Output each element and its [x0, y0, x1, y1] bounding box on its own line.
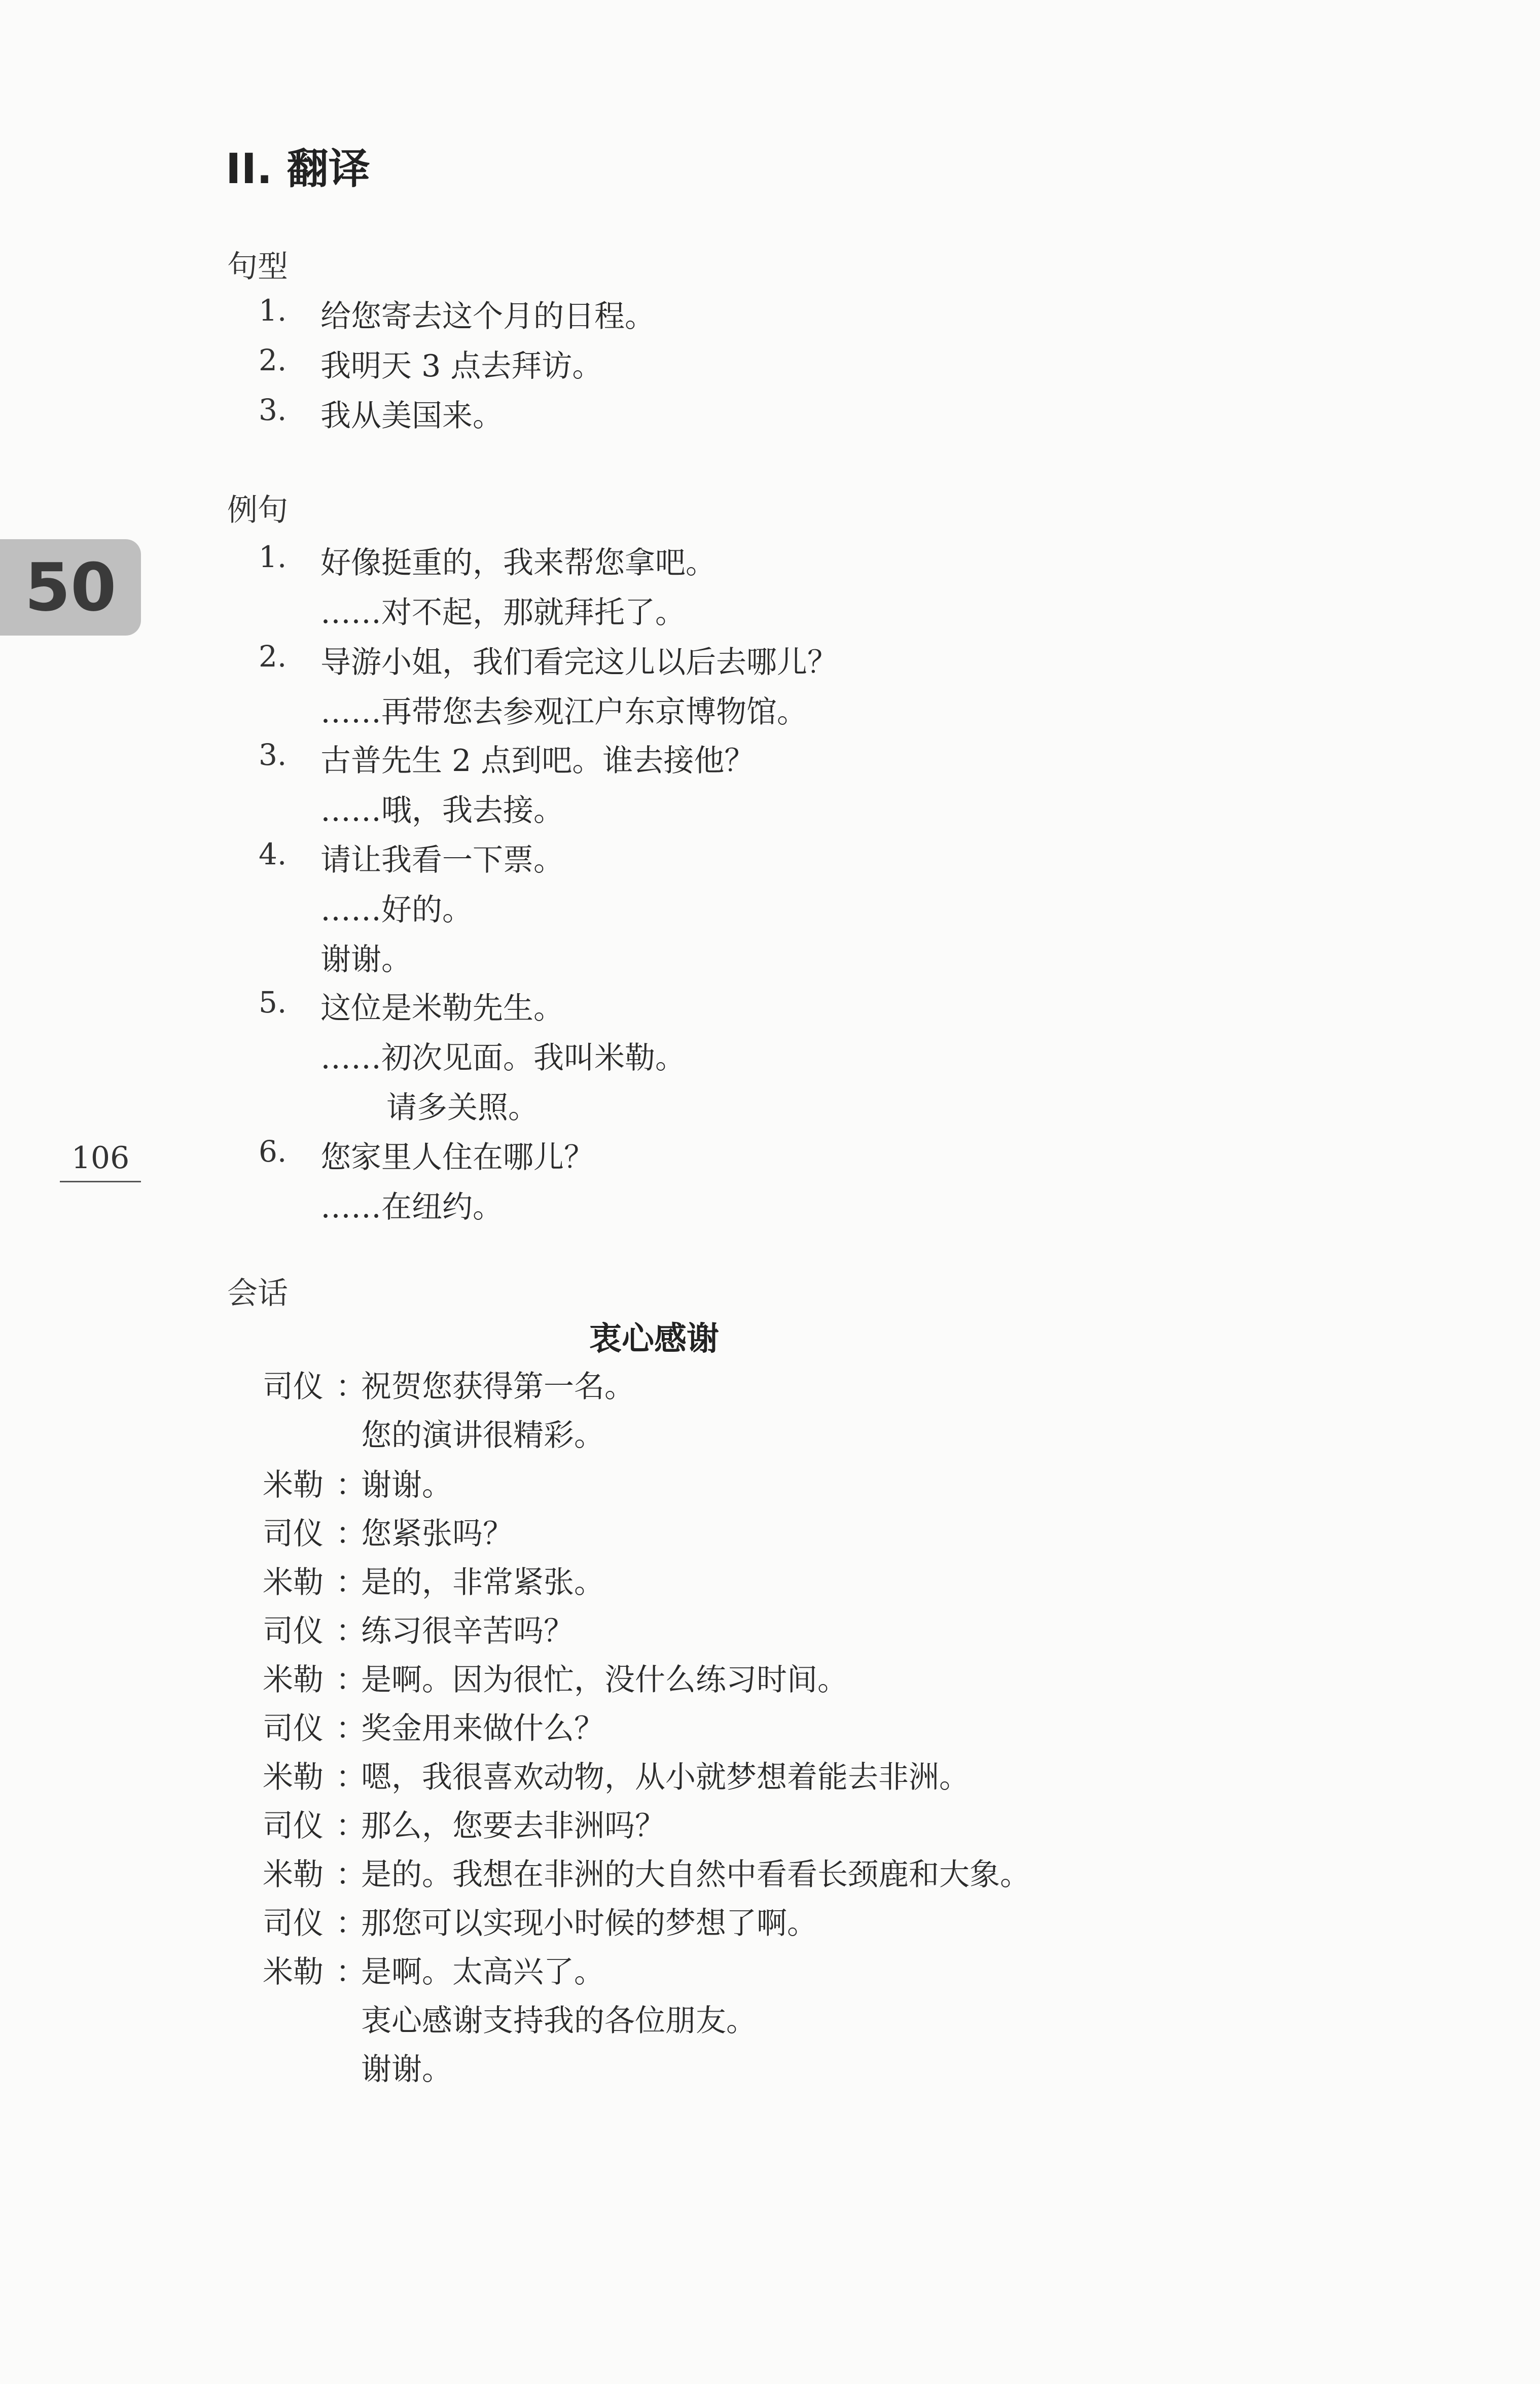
utterance: 祝贺您获得第一名。	[361, 1369, 635, 1405]
example-line: 请让我看一下票。	[320, 843, 564, 878]
example-line: 好像挺重的，我来帮您拿吧。	[320, 545, 716, 581]
examples-heading: 例句	[227, 493, 288, 528]
speaker: 米勒	[263, 1760, 324, 1795]
speaker: 米勒	[263, 1467, 324, 1503]
colon: ：	[336, 1857, 366, 1892]
colon: ：	[336, 1808, 366, 1844]
speaker: 米勒	[263, 1662, 324, 1698]
pattern-text: 给您寄去这个月的日程。	[320, 299, 655, 334]
utterance: 谢谢。	[361, 1467, 452, 1503]
example-reply: ……好的。	[320, 892, 473, 928]
example-number: 1.	[259, 540, 287, 574]
pattern-text: 我明天 3 点去拜访。	[320, 348, 603, 384]
example-reply: 请多关照。	[386, 1090, 539, 1126]
utterance: 谢谢。	[361, 2052, 452, 2087]
pattern-text: 我从美国来。	[320, 398, 503, 434]
pattern-number: 1.	[259, 293, 287, 328]
example-line: 谢谢。	[320, 942, 412, 977]
utterance: 那您可以实现小时候的梦想了啊。	[361, 1906, 817, 1941]
speaker: 米勒	[263, 1954, 324, 1990]
example-reply: ……初次见面。我叫米勒。	[320, 1040, 686, 1076]
utterance: 是啊。太高兴了。	[361, 1954, 604, 1990]
example-line: 这位是米勒先生。	[320, 991, 564, 1026]
utterance: 您紧张吗？	[361, 1516, 513, 1552]
pattern-number: 3.	[259, 393, 287, 427]
example-number: 4.	[259, 837, 287, 871]
chapter-tab: 50	[0, 539, 141, 636]
colon: ：	[336, 1467, 366, 1503]
example-line: 导游小姐，我们看完这儿以后去哪儿？	[320, 645, 838, 680]
example-number: 3.	[259, 738, 287, 772]
speaker: 司仪	[263, 1906, 324, 1941]
speaker: 米勒	[263, 1565, 324, 1600]
colon: ：	[336, 1614, 366, 1649]
example-number: 5.	[259, 985, 287, 1020]
speaker: 米勒	[263, 1857, 324, 1892]
example-number: 2.	[259, 639, 287, 674]
utterance: 是啊。因为很忙，没什么练习时间。	[361, 1662, 848, 1698]
colon: ：	[336, 1954, 366, 1990]
example-number: 6.	[259, 1134, 287, 1169]
colon: ：	[336, 1711, 366, 1746]
colon: ：	[336, 1760, 366, 1795]
example-reply: ……哦，我去接。	[320, 793, 564, 828]
utterance: 是的。我想在非洲的大自然中看看长颈鹿和大象。	[361, 1857, 1030, 1892]
utterance: 衷心感谢支持我的各位朋友。	[361, 2003, 757, 2039]
utterance: 奖金用来做什么？	[361, 1711, 604, 1746]
speaker: 司仪	[263, 1614, 324, 1649]
pattern-number: 2.	[259, 343, 287, 377]
example-reply: ……对不起，那就拜托了。	[320, 595, 686, 630]
speaker: 司仪	[263, 1516, 324, 1552]
page-number: 106	[60, 1140, 141, 1182]
speaker: 司仪	[263, 1369, 324, 1405]
conversation-title: 衷心感谢	[589, 1320, 719, 1358]
example-reply: ……再带您去参观江户东京博物馆。	[320, 694, 807, 730]
utterance: 那么，您要去非洲吗？	[361, 1808, 665, 1844]
speaker: 司仪	[263, 1711, 324, 1746]
colon: ：	[336, 1662, 366, 1698]
example-line: 您家里人住在哪儿？	[320, 1140, 594, 1175]
colon: ：	[336, 1565, 366, 1600]
utterance: 嗯，我很喜欢动物，从小就梦想着能去非洲。	[361, 1760, 970, 1795]
speaker: 司仪	[263, 1808, 324, 1844]
example-reply: ……在纽约。	[320, 1189, 503, 1225]
utterance: 是的，非常紧张。	[361, 1565, 604, 1600]
colon: ：	[336, 1516, 366, 1552]
patterns-heading: 句型	[227, 249, 288, 285]
colon: ：	[336, 1369, 366, 1405]
utterance: 您的演讲很精彩。	[361, 1418, 604, 1453]
section-title: II. 翻译	[226, 145, 370, 193]
utterance: 练习很辛苦吗？	[361, 1614, 574, 1649]
example-line: 古普先生 2 点到吧。谁去接他？	[320, 743, 755, 779]
colon: ：	[336, 1906, 366, 1941]
conversation-heading: 会话	[227, 1276, 288, 1311]
